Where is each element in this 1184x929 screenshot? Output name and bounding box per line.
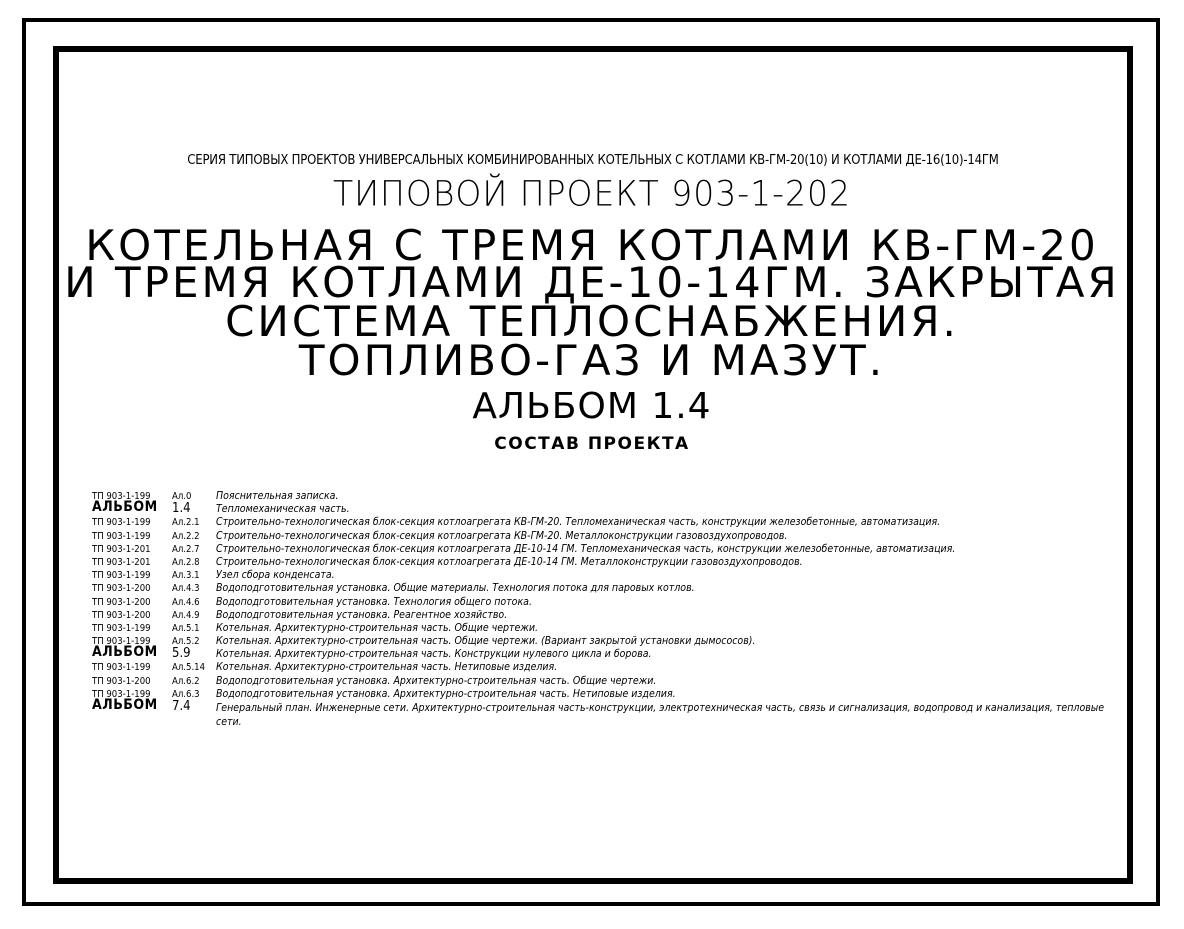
item-description: Тепломеханическая часть. [216,503,350,516]
list-item [92,582,1132,595]
item-code: ТП 903-1-200 [92,596,151,608]
list-item [92,499,1132,517]
item-description: Генеральный план. Инженерные сети. Архитектурно-строительная часть-конструкции, электротехническая часть, связь и сигнализация, водопровод и канализация, тепловые сети. [216,702,1105,728]
item-description: Строительно-технологическая блок-секция котлоагрегата ДЕ-10-14 ГМ. Металлоконструкции газовоздухопроводов. [216,555,803,568]
item-code: ТП 903-1-201 [92,556,151,568]
title-line-3: СИСТЕМА ТЕПЛОСНАБЖЕНИЯ. [225,297,959,346]
list-item [92,569,1132,582]
item-description: Строительно-технологическая блок-секция котлоагрегата КВ-ГМ-20. Тепломеханическая часть, конструкции железобетонные, автоматизация. [216,516,941,529]
item-code: ТП 903-1-201 [92,543,151,555]
list-item [92,688,1132,701]
composition-list [92,490,1132,729]
album-title: АЛЬБОМ 1.4 [472,386,712,427]
project-number: ТИПОВОЙ ПРОЕКТ 903-1-202 [332,173,852,214]
item-description: Котельная. Архитектурно-строительная часть. Общие чертежи. (Вариант закрытой установки дымососов). [216,635,756,648]
composition-heading: СОСТАВ ПРОЕКТА [494,434,690,454]
item-description: Водоподготовительная установка. Технология общего потока. [216,595,532,608]
item-volume: Ал.4.3 [172,583,200,595]
item-volume: Ал.5.2 [172,636,200,648]
item-volume: Ал.5.1 [172,622,200,634]
item-volume: Ал.4.6 [172,596,200,608]
item-code: ТП 903-1-199 [92,517,151,529]
item-code: АЛЬБОМ [92,499,158,516]
item-code: ТП 903-1-199 [92,622,151,634]
item-volume: Ал.2.2 [172,530,200,542]
list-item [92,675,1132,688]
list-item [92,556,1132,569]
title-line-1: КОТЕЛЬНАЯ С ТРЕМЯ КОТЛАМИ КВ-ГМ-20 [85,221,1099,270]
item-code: ТП 903-1-199 [92,570,151,582]
title-line-4: ТОПЛИВО-ГАЗ И МАЗУТ. [298,336,886,385]
item-volume: 7.4 [172,699,191,714]
item-code: ТП 903-1-199 [92,688,151,700]
item-code: АЛЬБОМ [92,644,158,661]
item-code: ТП 903-1-199 [92,636,151,648]
item-code: ТП 903-1-199 [92,491,151,502]
item-volume: Ал.4.9 [172,609,200,621]
item-description: Водоподготовительная установка. Архитектурно-строительная часть. Общие чертежи. [216,674,657,687]
item-volume: Ал.2.7 [172,543,200,555]
item-volume: 5.9 [172,646,191,662]
item-code: ТП 903-1-200 [92,675,151,687]
item-code: ТП 903-1-199 [92,530,151,542]
item-volume: Ал.5.14 [172,662,206,674]
series-title: СЕРИЯ ТИПОВЫХ ПРОЕКТОВ УНИВЕРСАЛЬНЫХ КОМБИНИРОВАННЫХ КОТЕЛЬНЫХ С КОТЛАМИ КВ-ГМ-20(10) И КОТЛАМИ ДЕ-16(10)-14ГМ [187,153,999,168]
item-volume: Ал.6.3 [172,688,200,700]
list-item [92,490,1132,503]
item-code: ТП 903-1-200 [92,609,151,621]
item-code: АЛЬБОМ [92,697,158,713]
item-description: Водоподготовительная установка. Реагентное хозяйство. [216,608,508,621]
title-line-2: И ТРЕМЯ КОТЛАМИ ДЕ-10-14ГМ. ЗАКРЫТАЯ [64,258,1120,307]
list-item [92,635,1132,648]
list-item [92,661,1132,674]
list-item [92,609,1132,622]
item-volume: Ал.6.2 [172,675,200,687]
item-description: Строительно-технологическая блок-секция котлоагрегата ДЕ-10-14 ГМ. Тепломеханическая часть, конструкции железобетонные, автоматизация. [216,542,956,555]
item-description: Котельная. Архитектурно-строительная часть. Нетиповые изделия. [216,661,558,674]
item-description: Узел сбора конденсата. [216,569,335,582]
item-volume: 1.4 [172,501,191,517]
item-code: ТП 903-1-200 [92,583,151,595]
item-volume: Ал.2.1 [172,517,200,529]
item-volume: Ал.2.8 [172,556,200,568]
list-item [92,622,1132,635]
item-code: ТП 903-1-199 [92,662,151,674]
list-item [92,530,1132,543]
inner-border [53,46,1133,884]
item-description: Котельная. Архитектурно-строительная часть. Конструкции нулевого цикла и борова. [216,648,652,661]
list-item [92,697,1132,729]
item-description: Водоподготовительная установка. Архитектурно-строительная часть. Нетиповые изделия. [216,687,676,700]
item-description: Строительно-технологическая блок-секция котлоагрегата КВ-ГМ-20. Металлоконструкции газовоздухопроводов. [216,529,788,542]
item-volume: Ал.3.1 [172,570,200,582]
list-item [92,543,1132,556]
item-description: Пояснительная записка. [216,490,339,502]
item-description: Водоподготовительная установка. Общие материалы. Технология потока для паровых котлов. [216,582,695,595]
list-item [92,644,1132,662]
item-volume: Ал.0 [172,491,192,502]
list-item [92,516,1132,529]
item-description: Котельная. Архитектурно-строительная часть. Общие чертежи. [216,621,538,634]
list-item [92,596,1132,609]
